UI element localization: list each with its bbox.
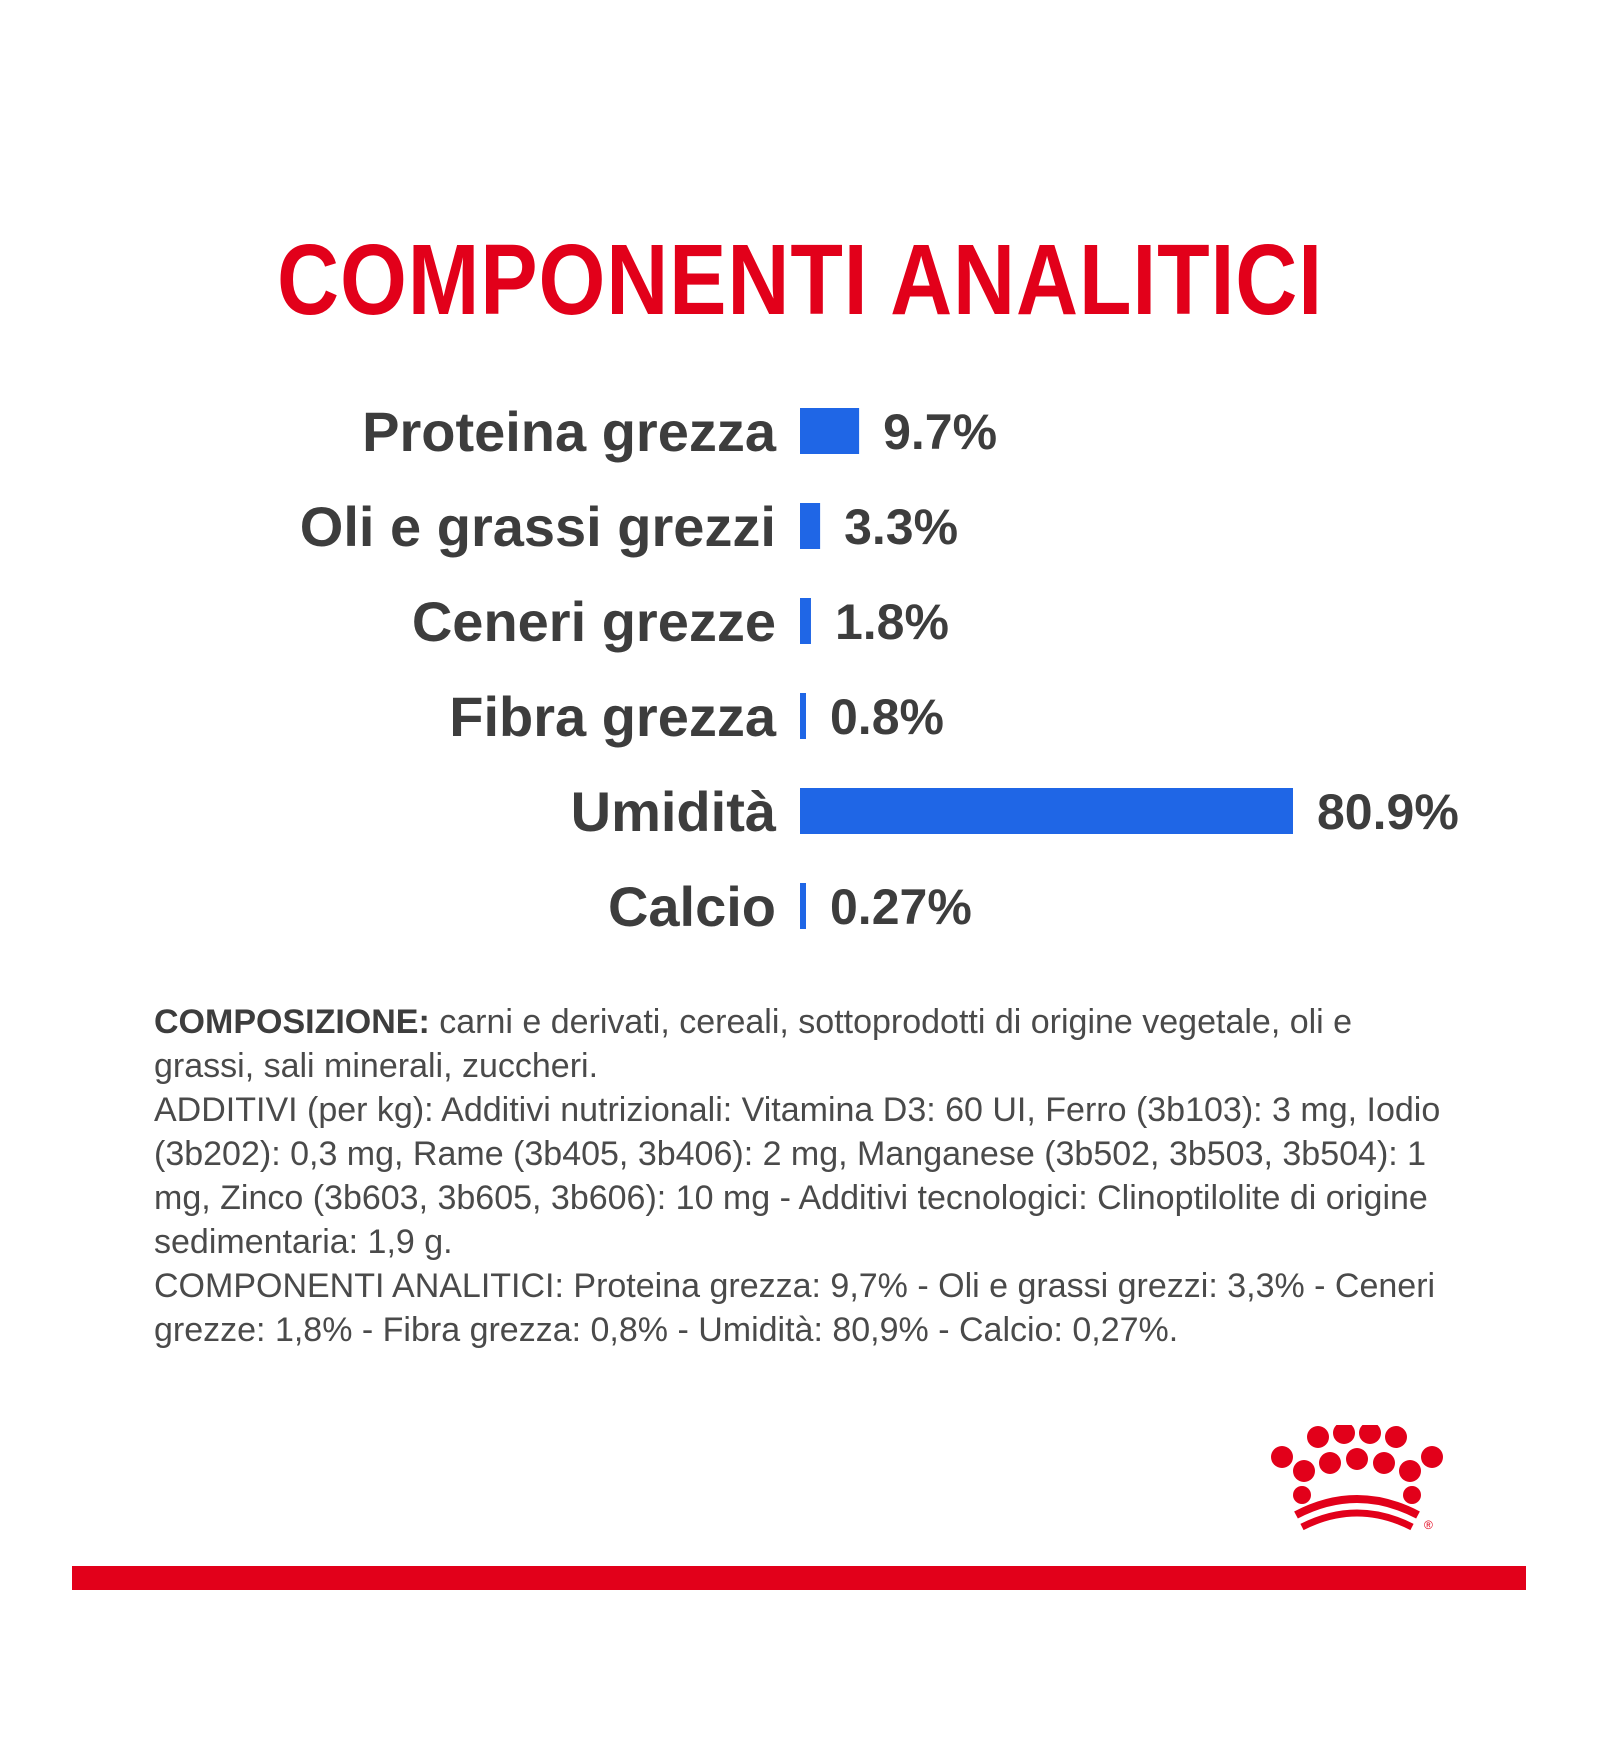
value-label: 1.8% — [834, 594, 949, 650]
bar — [800, 788, 1293, 834]
analytical-paragraph: COMPONENTI ANALITICI: Proteina grezza: 9,7% - Oli e grassi grezzi: 3,3% - Ceneri grezze: 1,8% - Fibra grezza: 0,8% - Umidità: 80,9% - Calcio: 0,27%. — [154, 1267, 1436, 1349]
composition-ingredients: carni e derivati, cereali, sottoprodotti di origine vegetale, oli e grassi, sali minerali, zuccheri. — [154, 1003, 1353, 1085]
value-label: 0.27% — [830, 879, 972, 935]
value-label: 3.3% — [844, 499, 959, 555]
bar — [800, 693, 806, 739]
category-label: Calcio — [607, 875, 776, 938]
category-label: Ceneri grezze — [411, 590, 776, 653]
value-label: 80.9% — [1317, 784, 1459, 840]
value-label: 9.7% — [883, 404, 998, 460]
category-label: Proteina grezza — [362, 400, 776, 463]
category-label: Umidità — [570, 780, 776, 843]
category-label: Fibra grezza — [449, 685, 776, 748]
bar — [800, 408, 859, 454]
additives-paragraph: ADDITIVI (per kg): Additivi nutrizionali: Vitamina D3: 60 UI, Ferro (3b103): 3 mg, Iodio (3b202): 0,3 mg, Rame (3b405, 3b406): 2 mg, Manganese (3b502, 3b503, 3b504): 1 mg, Zinco (3b603, 3b605, 3b606): 10 mg - Additivi tecnologici: Clinoptilolite di origine sedimentaria: 1,9 g. — [154, 1091, 1441, 1261]
composition-paragraph — [154, 1000, 1454, 1088]
bar — [800, 503, 820, 549]
chart-title: COMPONENTI ANALITICI — [277, 224, 1323, 336]
category-label: Oli e grassi grezzi — [299, 495, 776, 558]
registered-mark: ® — [1424, 1518, 1433, 1532]
composition-text — [154, 1000, 1454, 1352]
composition-heading: COMPOSIZIONE: — [154, 1003, 430, 1041]
royal-canin-crown-icon — [1262, 1425, 1456, 1535]
bar — [800, 598, 811, 644]
value-label: 0.8% — [830, 689, 944, 745]
bar — [800, 883, 806, 929]
footer-red-stripe — [72, 1566, 1526, 1590]
